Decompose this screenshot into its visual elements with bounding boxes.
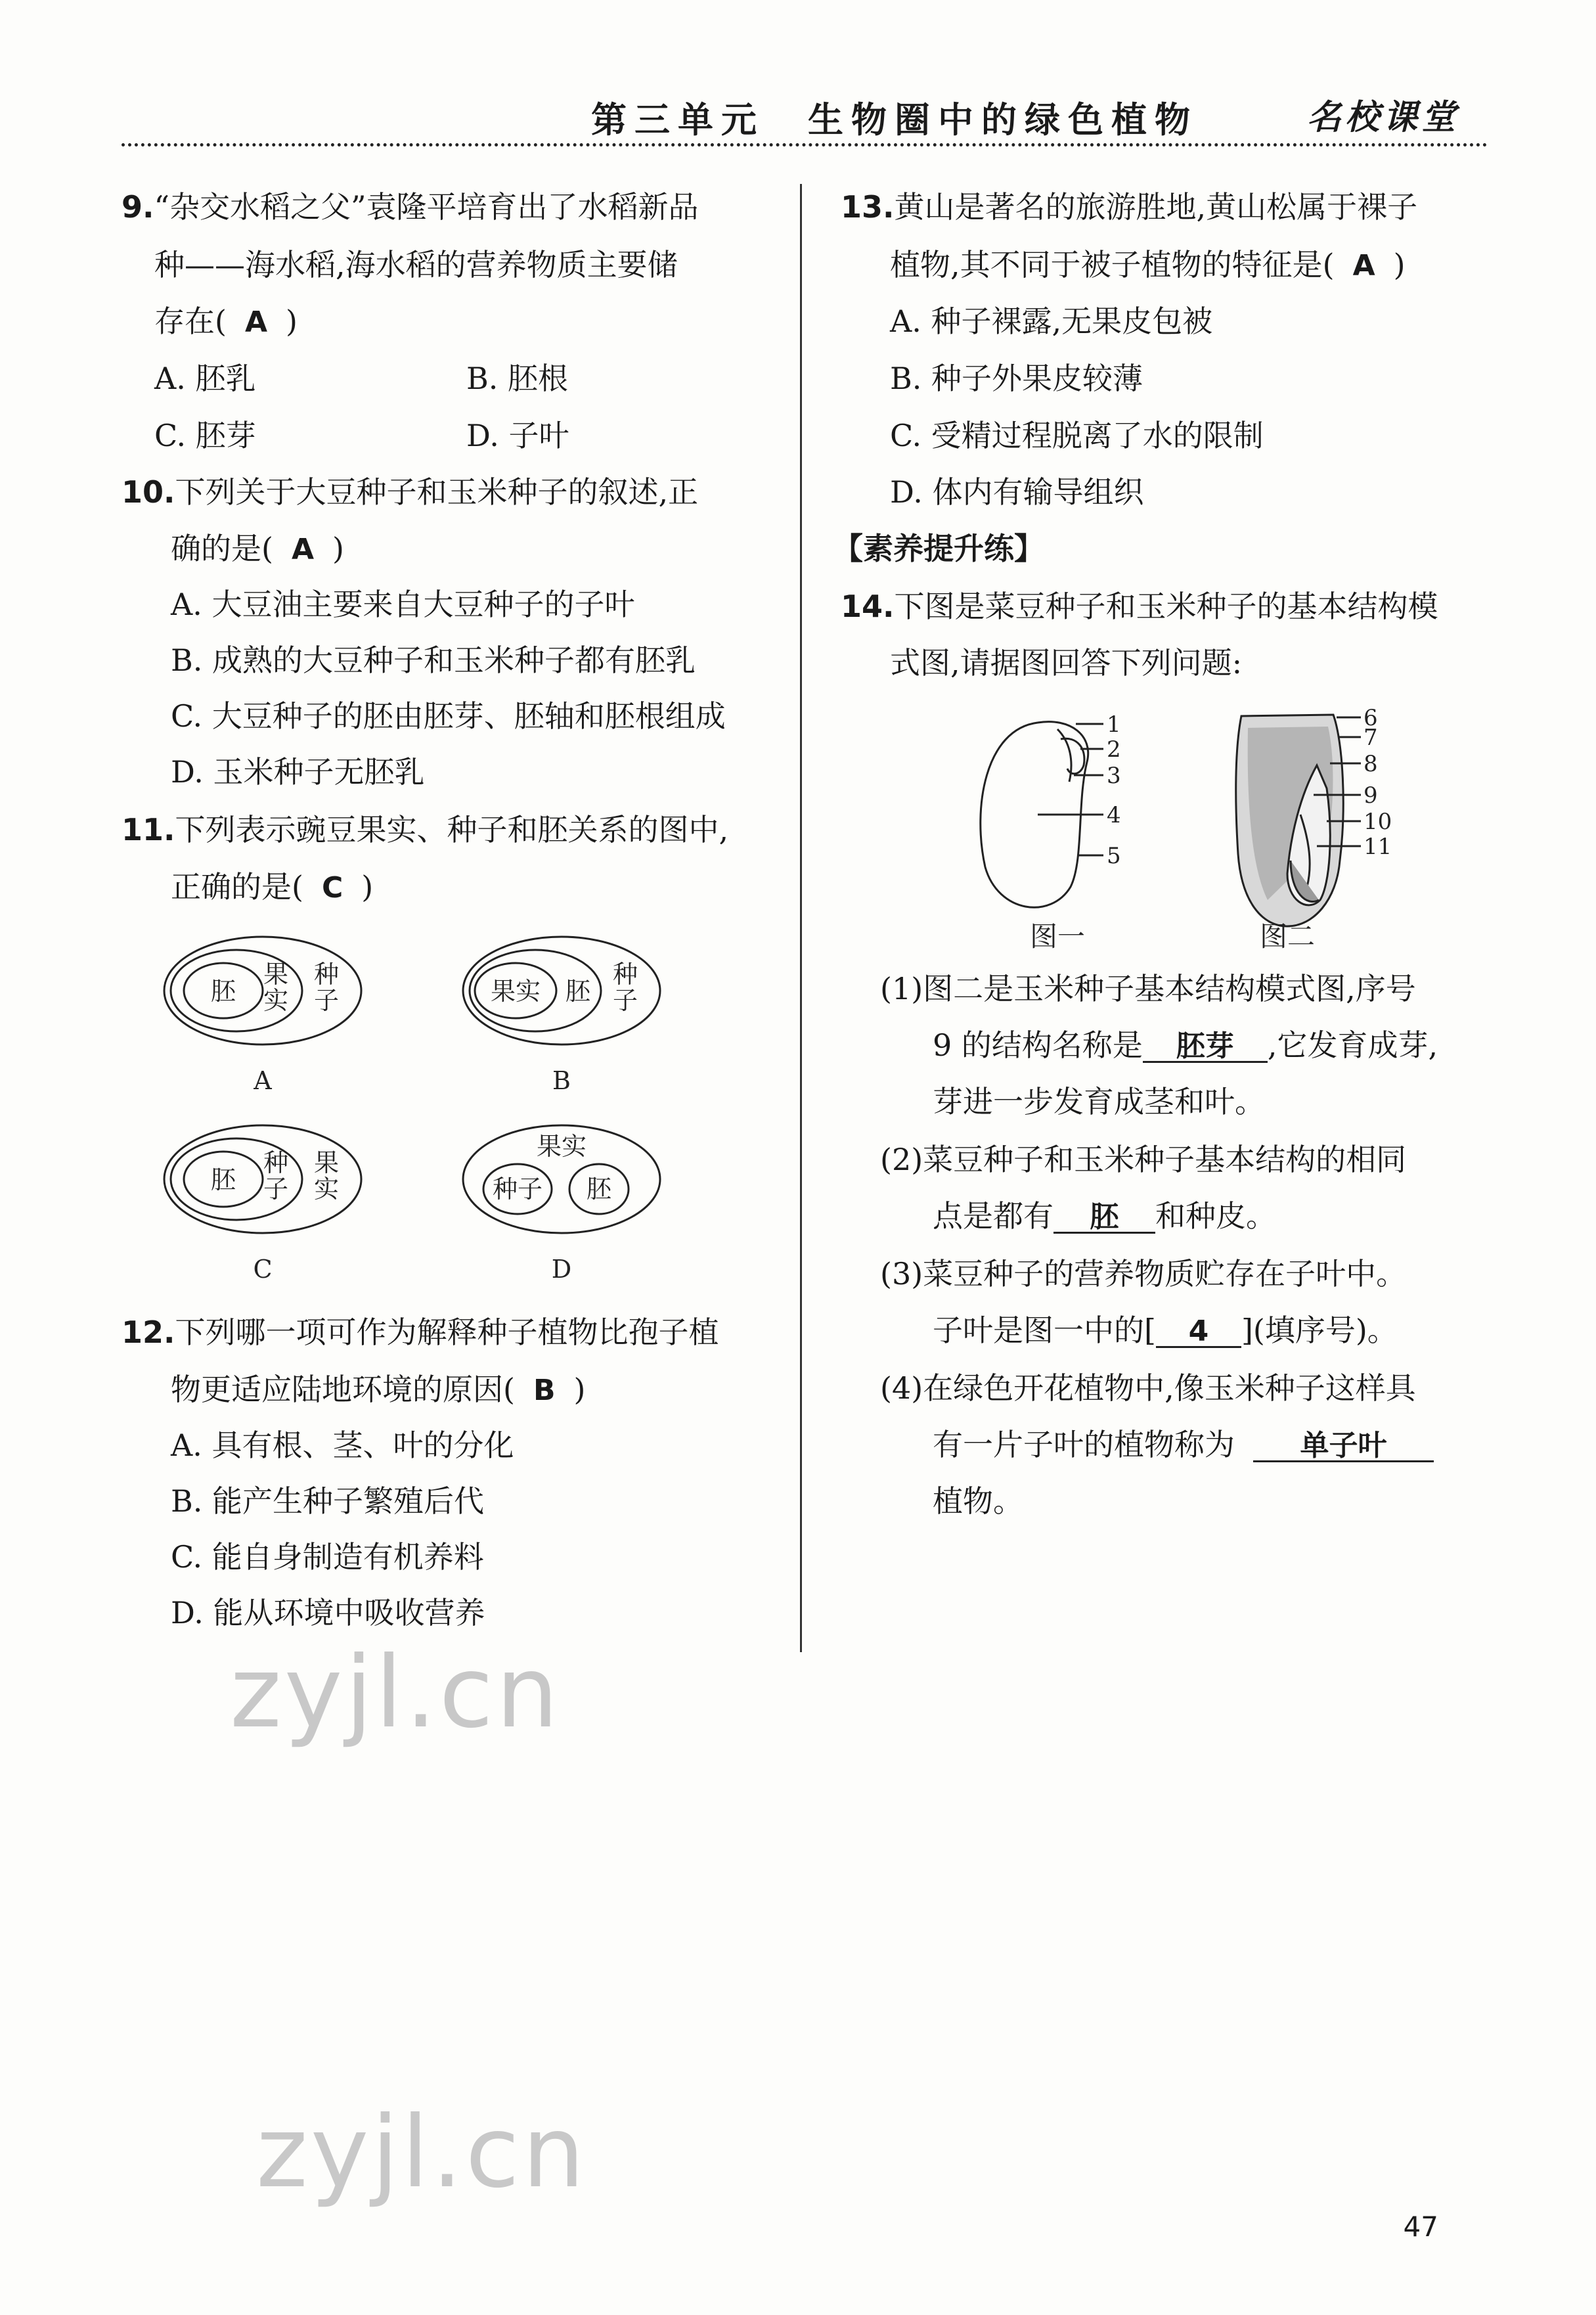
- question-text: 下列表示豌豆果实、种子和胚关系的图中,: [175, 812, 729, 847]
- question-number: 14.: [841, 589, 895, 624]
- option-a: A. 具有根、茎、叶的分化: [171, 1427, 514, 1463]
- option-c: C. 胚芽: [154, 418, 256, 453]
- venn-d: [463, 1125, 660, 1284]
- fig1-label-2: 2: [1107, 736, 1121, 763]
- fig2-label-9: 9: [1363, 782, 1378, 809]
- answer-blank-1: 胚芽: [1143, 1032, 1268, 1063]
- venn-b-middle: 胚: [565, 977, 591, 1006]
- venn-d-left: 种子: [492, 1175, 543, 1203]
- venn-c-middle-2: 子: [263, 1175, 289, 1203]
- option-c: C. 大豆种子的胚由胚芽、胚轴和胚根组成: [171, 698, 726, 734]
- answer-paren: ): [332, 531, 344, 566]
- question-number: 12.: [122, 1315, 175, 1350]
- option-d: D. 子叶: [466, 418, 569, 453]
- sub-question-2-text-tail: 和种皮。: [1155, 1198, 1276, 1234]
- header-brand: 名校课堂: [1307, 97, 1460, 137]
- question-number: 9.: [122, 189, 154, 225]
- venn-d-caption: D: [551, 1255, 572, 1284]
- question-number: 13.: [841, 189, 895, 225]
- question-number: 10.: [122, 474, 175, 510]
- option-b: B. 成熟的大豆种子和玉米种子都有胚乳: [171, 642, 696, 678]
- question-number: 11.: [122, 812, 175, 847]
- option-c: C. 受精过程脱离了水的限制: [890, 418, 1264, 453]
- fig2-label-6: 6: [1363, 705, 1378, 731]
- sub-question-4-text: 有一片子叶的植物称为: [933, 1427, 1235, 1462]
- venn-diagrams: [158, 933, 749, 1301]
- venn-b: [463, 937, 660, 1095]
- option-b: B. 胚根: [466, 361, 569, 396]
- venn-d-right: 胚: [586, 1175, 612, 1203]
- sub-question-2: (2)菜豆种子和玉米种子基本结构的相同: [880, 1142, 1407, 1177]
- venn-c: [164, 1125, 361, 1284]
- answer-blank-2: 胚: [1053, 1203, 1155, 1234]
- answer-paren: ): [286, 303, 298, 339]
- sub-question-4: (4)在绿色开花植物中,像玉米种子这样具: [880, 1370, 1416, 1406]
- venn-a-caption: A: [254, 1066, 272, 1095]
- fig1-label-5: 5: [1107, 843, 1121, 869]
- sub-question-2-text: 点是都有: [933, 1198, 1053, 1234]
- venn-a-middle-2: 实: [263, 986, 289, 1015]
- sub-question-3-text: 子叶是图一中的[: [933, 1313, 1156, 1348]
- venn-b-caption: B: [552, 1066, 571, 1095]
- venn-c-middle-1: 种: [263, 1148, 289, 1177]
- answer-blank-3: 4: [1156, 1317, 1241, 1348]
- venn-c-inner: 胚: [210, 1165, 236, 1194]
- sub-question-1-text-tail: ,它发育成芽,: [1267, 1027, 1438, 1063]
- fig2-label-11: 11: [1363, 834, 1392, 860]
- venn-b-outer-2: 子: [612, 986, 638, 1015]
- sub-question-1: (1)图二是玉米种子基本结构模式图,序号: [880, 971, 1416, 1006]
- fig2-label-10: 10: [1363, 809, 1392, 835]
- sub-question-3: (3)菜豆种子的营养物质贮存在子叶中。: [880, 1256, 1407, 1292]
- option-a: A. 种子裸露,无果皮包被: [890, 303, 1213, 339]
- question-text: 下列哪一项可作为解释种子植物比孢子植: [175, 1315, 719, 1350]
- venn-a-outer-2: 子: [313, 986, 340, 1015]
- option-b: B. 能产生种子繁殖后代: [171, 1483, 485, 1519]
- question-text: 正确的是(: [171, 869, 303, 905]
- option-d: D. 体内有输导组织: [890, 474, 1144, 510]
- fig2-label-8: 8: [1363, 751, 1378, 777]
- fig1-label-4: 4: [1107, 802, 1121, 828]
- watermark: zyjl.cn: [230, 1636, 562, 1750]
- answer-mark: B: [533, 1374, 556, 1407]
- venn-c-outer-1: 果: [313, 1148, 340, 1177]
- fig1-caption: 图一: [1029, 920, 1086, 953]
- option-c: C. 能自身制造有机养料: [171, 1539, 484, 1575]
- header-divider: [122, 143, 1488, 146]
- column-divider: [800, 184, 802, 1652]
- bean-seed-figure: [981, 711, 1121, 953]
- venn-a-outer-1: 种: [313, 960, 340, 989]
- fig1-label-3: 3: [1107, 763, 1121, 789]
- venn-b-inner: 果实: [490, 977, 541, 1006]
- fig2-caption: 图二: [1259, 920, 1316, 953]
- venn-c-caption: C: [253, 1255, 273, 1284]
- venn-b-outer-1: 种: [612, 960, 638, 989]
- venn-a-inner: 胚: [210, 977, 236, 1006]
- answer-paren: ): [573, 1372, 586, 1407]
- corn-seed-figure: [1236, 705, 1392, 953]
- option-b: B. 种子外果皮较薄: [890, 361, 1143, 396]
- answer-mark: C: [321, 871, 344, 905]
- question-text: 植物,其不同于被子植物的特征是(: [890, 247, 1335, 282]
- venn-c-outer-2: 实: [313, 1175, 340, 1203]
- option-a: A. 大豆油主要来自大豆种子的子叶: [171, 587, 635, 622]
- question-text: 下列关于大豆种子和玉米种子的叙述,正: [175, 474, 699, 510]
- option-d: D. 能从环境中吸收营养: [171, 1595, 485, 1630]
- venn-d-outer: 果实: [536, 1132, 587, 1161]
- option-d: D. 玉米种子无胚乳: [171, 754, 425, 790]
- answer-blank-4: 单子叶: [1253, 1431, 1434, 1462]
- sub-question-1-cont: 芽进一步发育成茎和叶。: [933, 1084, 1265, 1119]
- question-text: 存在(: [154, 303, 227, 339]
- sub-question-3-text-tail: ](填序号)。: [1241, 1313, 1398, 1348]
- sub-question-1-text: 9 的结构名称是: [933, 1027, 1143, 1063]
- seed-figures: [959, 703, 1478, 953]
- fig2-label-7: 7: [1363, 725, 1378, 751]
- watermark: zyjl.cn: [256, 2096, 588, 2210]
- option-a: A. 胚乳: [154, 361, 256, 396]
- question-text: “杂交水稻之父”袁隆平培育出了水稻新品: [154, 189, 699, 225]
- question-text: 下图是菜豆种子和玉米种子的基本结构模: [894, 589, 1438, 624]
- answer-mark: A: [1352, 249, 1375, 282]
- answer-paren: ): [361, 869, 374, 905]
- venn-a-middle-1: 果: [263, 960, 289, 989]
- venn-a: [164, 937, 361, 1095]
- page-header-title: 第三单元 生物圈中的绿色植物: [591, 99, 1198, 141]
- question-text: 式图,请据图回答下列问题:: [890, 645, 1243, 681]
- question-text: 种——海水稻,海水稻的营养物质主要储: [154, 247, 678, 282]
- answer-mark: A: [291, 533, 315, 566]
- answer-mark: A: [244, 305, 268, 339]
- fig1-label-1: 1: [1107, 711, 1121, 738]
- page-number: 47: [1403, 2211, 1438, 2243]
- question-text: 黄山是著名的旅游胜地,黄山松属于裸子: [894, 189, 1418, 225]
- section-heading: 【素养提升练】: [833, 531, 1044, 566]
- sub-question-4-cont: 植物。: [933, 1483, 1023, 1519]
- question-text: 物更适应陆地环境的原因(: [171, 1372, 515, 1407]
- answer-paren: ): [1393, 247, 1406, 282]
- question-text: 确的是(: [171, 531, 273, 566]
